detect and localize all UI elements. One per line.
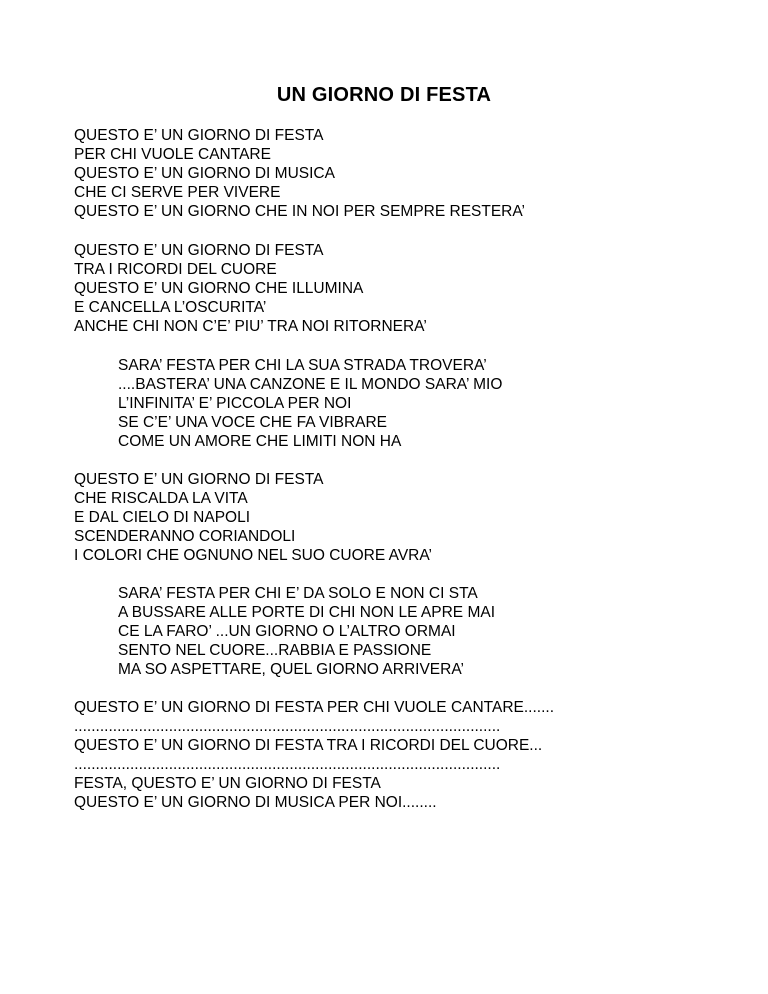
stanza-2 bbox=[74, 241, 427, 336]
lyric-line: QUESTO E’ UN GIORNO DI FESTA bbox=[74, 242, 324, 259]
lyric-line: QUESTO E’ UN GIORNO DI FESTA PER CHI VUOLE CANTARE....... bbox=[74, 699, 555, 716]
lyric-line: COME UN AMORE CHE LIMITI NON HA bbox=[118, 433, 402, 450]
lyric-line: L’INFINITA’ E’ PICCOLA PER NOI bbox=[118, 395, 352, 412]
lyric-line: QUESTO E’ UN GIORNO DI MUSICA PER NOI........ bbox=[74, 794, 437, 811]
lyric-line: QUESTO E’ UN GIORNO DI FESTA TRA I RICORDI DEL CUORE... bbox=[74, 737, 543, 754]
lyric-line: CHE CI SERVE PER VIVERE bbox=[74, 184, 281, 201]
lyric-line: SE C’E’ UNA VOCE CHE FA VIBRARE bbox=[118, 414, 388, 431]
lyric-line: SARA’ FESTA PER CHI E’ DA SOLO E NON CI STA bbox=[118, 585, 478, 602]
stanza-3 bbox=[74, 470, 432, 565]
lyric-line: PER CHI VUOLE CANTARE bbox=[74, 146, 271, 163]
lyric-line: I COLORI CHE OGNUNO NEL SUO CUORE AVRA’ bbox=[74, 547, 432, 564]
lyric-line: A BUSSARE ALLE PORTE DI CHI NON LE APRE MAI bbox=[118, 604, 496, 621]
lyric-line: QUESTO E’ UN GIORNO DI FESTA bbox=[74, 471, 324, 488]
lyric-line: SENTO NEL CUORE...RABBIA E PASSIONE bbox=[118, 642, 432, 659]
lyric-line: ANCHE CHI NON C’E’ PIU’ TRA NOI RITORNERA’ bbox=[74, 318, 427, 335]
lyric-line: E DAL CIELO DI NAPOLI bbox=[74, 509, 251, 526]
song-title: UN GIORNO DI FESTA bbox=[276, 84, 492, 106]
lyric-line: QUESTO E’ UN GIORNO DI FESTA bbox=[74, 127, 324, 144]
lyric-line: TRA I RICORDI DEL CUORE bbox=[74, 261, 277, 278]
stanza-1 bbox=[74, 126, 525, 221]
lyric-line: CHE RISCALDA LA VITA bbox=[74, 490, 248, 507]
lyric-line: FESTA, QUESTO E’ UN GIORNO DI FESTA bbox=[74, 775, 381, 792]
refrain-2 bbox=[118, 584, 495, 679]
lyric-line: SCENDERANNO CORIANDOLI bbox=[74, 528, 296, 545]
lyric-line: QUESTO E’ UN GIORNO CHE ILLUMINA bbox=[74, 280, 364, 297]
dotted-line: ................................................................................................... bbox=[74, 756, 501, 773]
lyric-line: SARA’ FESTA PER CHI LA SUA STRADA TROVERA’ bbox=[118, 357, 487, 374]
lyric-line: QUESTO E’ UN GIORNO CHE IN NOI PER SEMPRE RESTERA’ bbox=[74, 203, 525, 220]
lyric-line: ....BASTERA’ UNA CANZONE E IL MONDO SARA’ MIO bbox=[118, 376, 503, 393]
lyric-line: CE LA FARO’ ...UN GIORNO O L’ALTRO ORMAI bbox=[118, 623, 456, 640]
refrain-1 bbox=[118, 356, 502, 451]
dotted-line: ................................................................................................... bbox=[74, 718, 501, 735]
lyric-line: E CANCELLA L’OSCURITA’ bbox=[74, 299, 267, 316]
lyric-line: QUESTO E’ UN GIORNO DI MUSICA bbox=[74, 165, 335, 182]
stanza-final bbox=[74, 698, 554, 812]
lyric-line: MA SO ASPETTARE, QUEL GIORNO ARRIVERA’ bbox=[118, 661, 464, 678]
